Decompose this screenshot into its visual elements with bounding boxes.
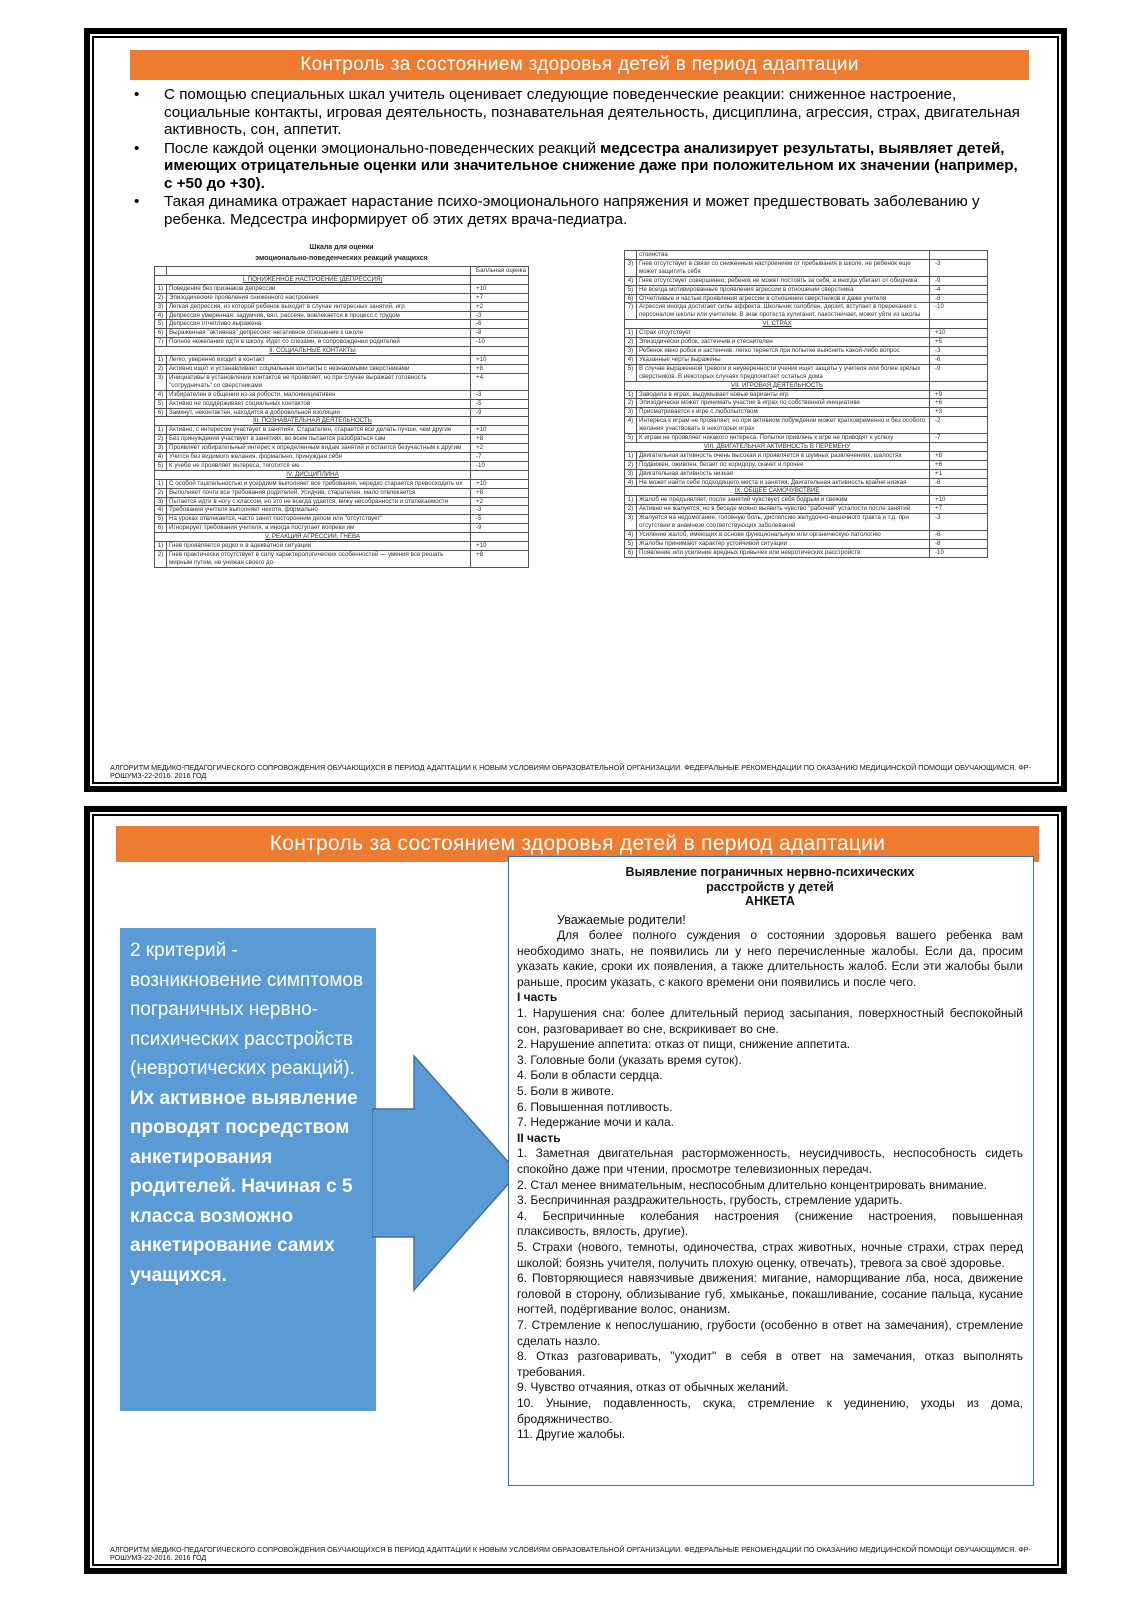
row-description: Выраженная "активная" депрессия: негативное отношение к школе <box>167 329 471 338</box>
scale-table-right <box>624 250 988 558</box>
row-score: +10 <box>471 542 529 551</box>
row-score: +8 <box>930 451 988 460</box>
row-score: +7 <box>930 505 988 514</box>
row-description: Эпизодические проявления сниженного настроения <box>167 293 471 302</box>
row-number: 2) <box>155 488 167 497</box>
questionnaire-title: Выявление пограничных нервно-психических <box>625 865 915 879</box>
row-number: 4) <box>625 531 637 540</box>
table-row <box>155 488 529 497</box>
row-description: С особой тщательностью и усердием выполняет все требования, нередко старается превосходить их <box>167 479 471 488</box>
row-number: 2) <box>625 399 637 408</box>
section-title: III. ПОЗНАВАТЕЛЬНАЯ ДЕЯТЕЛЬНОСТЬ <box>155 417 471 426</box>
row-score: -10 <box>930 548 988 557</box>
row-number: 1) <box>625 329 637 338</box>
table-row <box>625 355 988 364</box>
row-score: -3 <box>930 259 988 276</box>
row-description: Депрессия умеренная: задумчив, вял, рассеян, вовлекается в процесс с трудом <box>167 311 471 320</box>
row-number: 1) <box>155 426 167 435</box>
table-row <box>625 451 988 460</box>
table-row <box>155 444 529 453</box>
table-row <box>625 276 988 285</box>
questionnaire-heading: АНКЕТА <box>745 894 795 908</box>
table-row <box>625 408 988 417</box>
row-number: 5) <box>155 320 167 329</box>
row-score: -5 <box>471 399 529 408</box>
row-description: Появление или усиление вредных привычек или невротических расстройств <box>637 548 930 557</box>
scale-title: Шкала для оценки <box>309 244 374 251</box>
row-description: Жалобы принимают характер устойчивой ситуации <box>637 539 930 548</box>
row-score: -9 <box>471 524 529 533</box>
list-item: 1. Нарушения сна: более длительный период засыпания, поверхностный беспокойный сон, разговаривает во сне, вскрикивает во сне. <box>517 1006 1023 1036</box>
row-description: Активно не поддерживает социальных контактов <box>167 399 471 408</box>
questionnaire-panel <box>508 856 1034 1486</box>
table-row <box>625 548 988 557</box>
row-description: Усиление жалоб, имеющих в основе функциональную или органическую патологию <box>637 531 930 540</box>
row-number: 1) <box>155 479 167 488</box>
row-number: 3) <box>625 469 637 478</box>
section-row <box>625 442 988 451</box>
row-number: 5) <box>625 434 637 443</box>
row-score: -10 <box>471 461 529 470</box>
row-number: 5) <box>155 515 167 524</box>
row-description: Легко, уверенно входит в контакт <box>167 356 471 365</box>
table-row <box>625 285 988 294</box>
section-row <box>155 275 529 284</box>
table-row <box>625 496 988 505</box>
row-description: К играм не проявляет никакого интереса. Попытки привлечь к игре не приводят к успеху <box>637 434 930 443</box>
row-number <box>625 251 637 260</box>
bullet-text: После каждой оценки эмоционально-поведенческих реакций <box>164 139 601 157</box>
bullet-item <box>126 193 1021 228</box>
row-number: 4) <box>625 355 637 364</box>
source-footer: АЛГОРИТМ МЕДИКО-ПЕДАГОГИЧЕСКОГО СОПРОВОЖДЕНИЯ ОБУЧАЮЩИХСЯ В ПЕРИОД АДАПТАЦИИ К НОВЫМ УСЛОВИЯМ ОБРАЗОВАТЕЛЬНОЙ ОРГАНИЗАЦИИ. ФЕДЕРАЛЬНЫЕ РЕКОМЕНДАЦИИ ПО ОКАЗАНИЮ МЕДИЦИНСКОЙ ПОМОЩИ ОБУЧАЮЩИМСЯ. ФР-РОШУМЗ-22-2016. 2016 ГОД <box>110 1545 1031 1562</box>
table-row <box>625 399 988 408</box>
row-description: На уроках отвлекается, часто занят посторонним делом или "отсутствует" <box>167 515 471 524</box>
row-score <box>930 251 988 260</box>
row-score: +6 <box>930 399 988 408</box>
row-number: 4) <box>625 478 637 487</box>
row-description: Избирателен в общении из-за робости, малоинициативен <box>167 390 471 399</box>
section-row <box>155 470 529 479</box>
table-row <box>155 284 529 293</box>
row-number: 1) <box>155 284 167 293</box>
slide-title: Контроль за состоянием здоровья детей в период адаптации <box>116 826 1039 862</box>
section-title: V. РЕАКЦИЯ АГРЕССИИ, ГНЕВА <box>155 533 471 542</box>
table-row <box>155 542 529 551</box>
list-item: 9. Чувство отчаяния, отказ от обычных желаний. <box>517 1380 789 1395</box>
table-cell <box>930 487 988 496</box>
row-score: -9 <box>930 364 988 381</box>
row-score: +2 <box>471 497 529 506</box>
section-title: VII. ИГРОВАЯ ДЕЯТЕЛЬНОСТЬ <box>625 381 930 390</box>
row-number: 6) <box>155 524 167 533</box>
questionnaire-title: расстройств у детей <box>706 879 834 894</box>
table-header-row <box>155 267 529 276</box>
row-number: 7) <box>155 338 167 347</box>
list-item: 6. Повторяющиеся навязчивые движения: мигание, наморщивание лба, носа, движение головой в сторону, облизывание губ, хмыканье, покашливание, сосание пальца, кусание ногтей, подёргивание волос, онанизм. <box>517 1271 1023 1317</box>
row-score: +10 <box>930 496 988 505</box>
row-description: Активно не жалуется, но в беседе можно выявить чувство "рабочей" усталости после занятий <box>637 505 930 514</box>
part-label: I часть <box>517 990 558 1005</box>
intro-paragraph: Для более полного суждения о состоянии здоровья вашего ребенка вам необходимо знать, не появились ли у него перечисленные жалобы. Если да, просим указать какие, сроки их появления, а также длительность жалоб. Если эти жалобы были раньше, просим указать, с какого времени они появились и после чего. <box>517 928 1023 989</box>
table-cell <box>471 275 529 284</box>
row-description: Поведение без признаков депрессии <box>167 284 471 293</box>
row-number: 3) <box>625 408 637 417</box>
table-row <box>155 390 529 399</box>
row-number: 1) <box>625 451 637 460</box>
section-title: VI. СТРАХ <box>625 320 930 329</box>
list-item: 3. Головные боли (указать время суток). <box>517 1052 742 1067</box>
table-row <box>155 311 529 320</box>
table-cell <box>471 470 529 479</box>
slide-scales <box>84 28 1067 792</box>
row-description: Депрессия отчетливо выражена <box>167 320 471 329</box>
table-row <box>155 461 529 470</box>
table-row <box>155 329 529 338</box>
slide-questionnaire <box>84 806 1067 1574</box>
row-description: Жалуется на недомогание, головную боль, диспепсию желудочно-кишечного тракта и т.д. при отсутствии в анамнезе соответствующих заболеваний <box>637 514 930 531</box>
row-description: Выполняет почти все требования родителей. Усидчив, старателен, мало отвлекается <box>167 488 471 497</box>
row-number: 2) <box>155 435 167 444</box>
row-score: +8 <box>471 488 529 497</box>
row-description: Гнев практически отсутствует в силу характерологических особенностей — умения все решать мирным путем, не унижая своего до- <box>167 551 471 568</box>
criterion-box <box>120 928 376 1411</box>
table-row <box>625 539 988 548</box>
row-number: 3) <box>155 497 167 506</box>
part-label: II часть <box>517 1130 561 1145</box>
row-number: 5) <box>155 461 167 470</box>
row-score: +3 <box>930 408 988 417</box>
row-score: -8 <box>471 329 529 338</box>
scale-subtitle: эмоционально-поведенческих реакций учащихся <box>255 255 428 262</box>
row-number: 4) <box>155 453 167 462</box>
table-row <box>155 479 529 488</box>
table-row <box>625 469 988 478</box>
row-description: Эпизодически может принимать участие в играх по собственной инициативе <box>637 399 930 408</box>
table-row <box>155 551 529 568</box>
table-row <box>625 303 988 320</box>
row-description: Активно, с интересом участвует в занятиях. Старателен, старается все делать лучше, чем другие <box>167 426 471 435</box>
row-number: 4) <box>155 390 167 399</box>
list-item: 2. Нарушение аппетита: отказ от пищи, снижение аппетита. <box>517 1037 851 1052</box>
row-description: Пытается идти в ногу с классом, но это не всегда удается, вижу несобранности и отвлекаемости <box>167 497 471 506</box>
row-number: 2) <box>155 551 167 568</box>
table-cell <box>471 347 529 356</box>
section-title: VIII. ДВИГАТЕЛЬНАЯ АКТИВНОСТЬ В ПЕРЕМЕНУ <box>625 442 930 451</box>
table-cell <box>167 267 471 276</box>
part2-list <box>517 1146 1023 1442</box>
row-score: -3 <box>930 514 988 531</box>
row-description: Не может найти себе подходящего места и занятия. Двигательная активность крайне низкая <box>637 478 930 487</box>
table-row <box>625 460 988 469</box>
row-description: стоинства <box>637 251 930 260</box>
table-row <box>155 302 529 311</box>
table-row <box>155 497 529 506</box>
section-title: II. СОЦИАЛЬНЫЕ КОНТАКТЫ <box>155 347 471 356</box>
list-item: 6. Повышенная потливость. <box>517 1099 673 1114</box>
row-number: 4) <box>155 311 167 320</box>
list-item: 7. Недержание мочи и кала. <box>517 1115 674 1130</box>
row-score: -8 <box>930 478 988 487</box>
table-row <box>625 531 988 540</box>
section-title: IV. ДИСЦИПЛИНА <box>155 470 471 479</box>
list-item: 1. Заметная двигательная расторможенность, неусидчивость, неспособность сидеть спокойно даже при чтении, просмотре телевизионных передач. <box>517 1146 1023 1176</box>
row-number: 3) <box>625 259 637 276</box>
table-row <box>625 294 988 303</box>
section-title: IX. ОБЩЕЕ САМОЧУВСТВИЕ <box>625 487 930 496</box>
row-description: Учится без видимого желания, формально, принуждая себя <box>167 453 471 462</box>
row-score: -7 <box>471 453 529 462</box>
row-score: +10 <box>471 479 529 488</box>
row-score: +10 <box>471 284 529 293</box>
row-score: -3 <box>471 311 529 320</box>
table-row <box>625 364 988 381</box>
row-description: Ребенок явно робок и застенчив, легко теряется при попытке выяснить какой-либо вопрос <box>637 346 930 355</box>
row-number: 3) <box>625 346 637 355</box>
table-row <box>625 514 988 531</box>
row-number: 3) <box>155 444 167 453</box>
row-score: -6 <box>471 320 529 329</box>
table-row <box>625 338 988 347</box>
table-row <box>155 373 529 390</box>
row-number: 5) <box>625 364 637 381</box>
table-row <box>155 435 529 444</box>
row-score: -3 <box>471 390 529 399</box>
row-number: 1) <box>625 390 637 399</box>
row-description: Страх отсутствует <box>637 329 930 338</box>
row-description: Активно ищет и устанавливает социальные контакты с незнакомыми сверстниками <box>167 364 471 373</box>
list-item: 4. Беспричинные колебания настроения (снижение настроения, повышенная плаксивость, вялость, другие). <box>517 1208 1023 1239</box>
scale-table <box>624 250 988 558</box>
row-description: Легкая депрессия, из которой ребенок выходит в случае интересных занятий, игр <box>167 302 471 311</box>
row-score: -6 <box>930 531 988 540</box>
bullet-bold-text: медсестра анализирует результаты, выявляет детей, имеющих отрицательные оценки или значительное снижение даже при положительном их значении (например, с +50 до +30). <box>164 139 1018 192</box>
row-number: 2) <box>155 293 167 302</box>
table-row <box>155 320 529 329</box>
row-description: Без принуждения участвует в занятиях, во всем пытается разобраться сам <box>167 435 471 444</box>
greeting: Уважаемые родители! <box>557 912 686 927</box>
table-row <box>625 390 988 399</box>
row-description: Отчетливые и частые проявления агрессии в отношении сверстников и даже учителя <box>637 294 930 303</box>
row-score: +10 <box>471 426 529 435</box>
list-item: 10. Уныние, подавленность, скука, стремление к уединению, уходы из дома, бродяжничество. <box>517 1395 1023 1426</box>
row-score: +7 <box>471 293 529 302</box>
table-row <box>155 515 529 524</box>
row-description: В случае выраженной тревоги и неуверенности ученик ищет защиты у учителя или более зрелых сверстников. В некоторых случаях предпочитает остаться дома <box>637 364 930 381</box>
table-row <box>155 426 529 435</box>
table-row <box>625 434 988 443</box>
row-description: Агрессия иногда достигает силы аффекта. Школьник озлоблен, дерзит, вступает в пререкания с персоналом школы или учителем. В знак протеста хулиганит, пакостничает, может уйти из школы <box>637 303 930 320</box>
row-score: -4 <box>930 285 988 294</box>
row-score: +2 <box>471 302 529 311</box>
section-row <box>155 533 529 542</box>
row-score: -6 <box>930 355 988 364</box>
row-number: 3) <box>625 514 637 531</box>
table-row <box>155 338 529 347</box>
table-row <box>155 506 529 515</box>
row-score: +2 <box>471 444 529 453</box>
bullet-text: Такая динамика отражает нарастание психо-эмоционального напряжения и может предшествовать заболеванию у ребенка. Медсестра информирует об этих детях врача-педиатра. <box>164 193 980 228</box>
row-description: Гнев отсутствует в связи со сниженным настроением от пребывания в школе, не ребенок еще может защитить себя <box>637 259 930 276</box>
table-cell <box>471 533 529 542</box>
row-description: Гнев отсутствует совершенно, ребенок не может постоять за себя, а иногда убегает от обидчика <box>637 276 930 285</box>
row-score: -10 <box>930 303 988 320</box>
right-arrow-icon <box>372 1054 522 1292</box>
row-number: 6) <box>625 548 637 557</box>
section-row <box>625 381 988 390</box>
row-description: К учебе не проявляет интереса, тяготится ею <box>167 461 471 470</box>
table-header-cell: Балльная оценка <box>471 267 529 276</box>
source-footer: АЛГОРИТМ МЕДИКО-ПЕДАГОГИЧЕСКОГО СОПРОВОЖДЕНИЯ ОБУЧАЮЩИХСЯ В ПЕРИОД АДАПТАЦИИ К НОВЫМ УСЛОВИЯМ ОБРАЗОВАТЕЛЬНОЙ ОРГАНИЗАЦИИ. ФЕДЕРАЛЬНЫЕ РЕКОМЕНДАЦИИ ПО ОКАЗАНИЮ МЕДИЦИНСКОЙ ПОМОЩИ ОБУЧАЮЩИМСЯ. ФР-РОШУМЗ-22-2016. 2016 ГОД <box>110 763 1031 780</box>
list-item: 11. Другие жалобы. <box>517 1427 626 1442</box>
list-item: 2. Стал менее внимательным, неспособным длительно концентрировать внимание. <box>517 1177 987 1192</box>
list-item: 3. Беспричинная раздражительность, грубость, стремление ударить. <box>517 1193 903 1208</box>
row-score: -9 <box>471 408 529 417</box>
row-number: 1) <box>625 496 637 505</box>
slide-title: Контроль за состоянием здоровья детей в период адаптации <box>130 50 1029 80</box>
row-score: -2 <box>930 417 988 434</box>
row-number: 5) <box>625 539 637 548</box>
list-item: 8. Отказ разговаривать, "уходит" в себя в ответ на замечания, отказ выполнять требования. <box>517 1349 1023 1379</box>
bullet-text: С помощью специальных шкал учитель оценивает следующие поведенческие реакции: сниженное настроение, социальные контакты, игровая деятельность, познавательная деятельность, дисциплина, агрессия, страх, двигательная активность, сон, аппетит. <box>164 86 1020 138</box>
section-row <box>155 347 529 356</box>
list-item: 7. Стремление к непослушанию, грубости (особенно в ответ на замечания), стремление сделать назло. <box>517 1317 1023 1348</box>
row-description: Двигательная активность низкая <box>637 469 930 478</box>
row-score: +8 <box>471 364 529 373</box>
row-number: 4) <box>625 276 637 285</box>
criterion-text: 2 критерий - возникновение симптомов пограничных нервно-психических расстройств (невротических реакций). <box>130 940 364 1079</box>
table-cell <box>930 381 988 390</box>
table-row <box>625 346 988 355</box>
row-score: +10 <box>471 356 529 365</box>
list-item: 5. Страхи (нового, темноты, одиночества, страх животных, ночные страхи, страх перед школой: боязнь учителя, получить плохую оценку, отвечать), тревога за своё здоровье. <box>517 1239 1023 1270</box>
table-row <box>155 364 529 373</box>
row-score: -3 <box>471 506 529 515</box>
table-row <box>155 524 529 533</box>
table-row <box>625 505 988 514</box>
row-number: 1) <box>155 542 167 551</box>
table-row <box>155 453 529 462</box>
row-score: -7 <box>930 434 988 443</box>
row-score: -8 <box>930 294 988 303</box>
row-score: +10 <box>930 329 988 338</box>
row-score: -3 <box>930 346 988 355</box>
table-row <box>155 408 529 417</box>
row-description: Не всегда мотивированные проявления агрессии в отношении сверстника <box>637 285 930 294</box>
row-description: Замкнут, неконтактен, находится в добровольной изоляции <box>167 408 471 417</box>
row-number: 4) <box>155 506 167 515</box>
row-number: 2) <box>625 460 637 469</box>
row-description: Полное нежелание идти в школу. Идет со слезами, в сопровождении родителей <box>167 338 471 347</box>
row-score: -9 <box>930 276 988 285</box>
row-description: Гнев проявляется редко и в адекватной ситуации <box>167 542 471 551</box>
row-description: Подвижен, оживлен, бегает по коридору, скачет и прочее <box>637 460 930 469</box>
list-item: 4. Боли в области сердца. <box>517 1068 663 1083</box>
table-cell <box>471 417 529 426</box>
row-description: Интереса к играм не проявляет, но при активном побуждении может кратковременно и без особого желания участвовать в некоторых играх <box>637 417 930 434</box>
row-description: Требования учителя выполняет нехотя, формально <box>167 506 471 515</box>
row-description: Проявляет избирательный интерес к определенным видам занятий и остается безучастным к другим <box>167 444 471 453</box>
row-number: 6) <box>625 294 637 303</box>
row-description: Игнорирует требования учителя, а иногда поступает вопреки им <box>167 524 471 533</box>
criterion-emphasis: Их активное выявление проводят посредством анкетирования родителей. Начиная с 5 класса возможно анкетирование самих учащихся. <box>130 1087 358 1286</box>
row-score: +8 <box>471 551 529 568</box>
row-score: +8 <box>471 435 529 444</box>
scale-table-left <box>154 244 529 568</box>
bullet-item <box>126 86 1021 139</box>
row-score: +6 <box>930 460 988 469</box>
table-row <box>625 417 988 434</box>
row-description: Указанные черты выражены <box>637 355 930 364</box>
row-number: 2) <box>625 505 637 514</box>
row-number: 2) <box>155 364 167 373</box>
section-row <box>155 417 529 426</box>
part1-list <box>517 1006 1023 1131</box>
row-description: Жалоб не предъявляет, после занятий чувствует себя бодрым и свежим <box>637 496 930 505</box>
row-description: Присматривается к игре с любопытством <box>637 408 930 417</box>
table-row <box>625 259 988 276</box>
table-row <box>155 356 529 365</box>
row-score: +4 <box>471 373 529 390</box>
bullet-item <box>126 140 1021 193</box>
scale-table <box>154 266 529 568</box>
table-cell <box>930 442 988 451</box>
row-number: 6) <box>155 408 167 417</box>
row-description: Двигательная активность очень высокая и проявляется в шумных развлечениях, шалостях <box>637 451 930 460</box>
row-number: 4) <box>625 417 637 434</box>
table-row <box>155 293 529 302</box>
list-item: 5. Боли в животе. <box>517 1084 615 1099</box>
table-row <box>625 329 988 338</box>
table-row <box>625 251 988 260</box>
row-number: 7) <box>625 303 637 320</box>
row-score: +1 <box>930 469 988 478</box>
table-cell <box>155 267 167 276</box>
row-description: Эпизодически робок, застенчив и стеснителен <box>637 338 930 347</box>
row-number: 3) <box>155 302 167 311</box>
row-score: -8 <box>930 539 988 548</box>
table-row <box>625 478 988 487</box>
row-number: 2) <box>625 338 637 347</box>
bullet-list <box>126 86 1021 229</box>
section-title: I. ПОНИЖЕННОЕ НАСТРОЕНИЕ (ДЕПРЕССИЯ) <box>155 275 471 284</box>
row-score: -10 <box>471 338 529 347</box>
section-row <box>625 320 988 329</box>
table-row <box>155 399 529 408</box>
table-cell <box>930 320 988 329</box>
row-score: +5 <box>930 338 988 347</box>
row-number: 5) <box>155 399 167 408</box>
row-score: +9 <box>930 390 988 399</box>
row-number: 3) <box>155 373 167 390</box>
row-score: -5 <box>471 515 529 524</box>
row-number: 1) <box>155 356 167 365</box>
row-description: Заводила в играх, выдумывает новые варианты игр <box>637 390 930 399</box>
row-number: 5) <box>625 285 637 294</box>
section-row <box>625 487 988 496</box>
row-number: 6) <box>155 329 167 338</box>
row-description: Инициативы в установлении контактов не проявляет, но при случае выражает готовность "сотрудничать" со сверстниками <box>167 373 471 390</box>
